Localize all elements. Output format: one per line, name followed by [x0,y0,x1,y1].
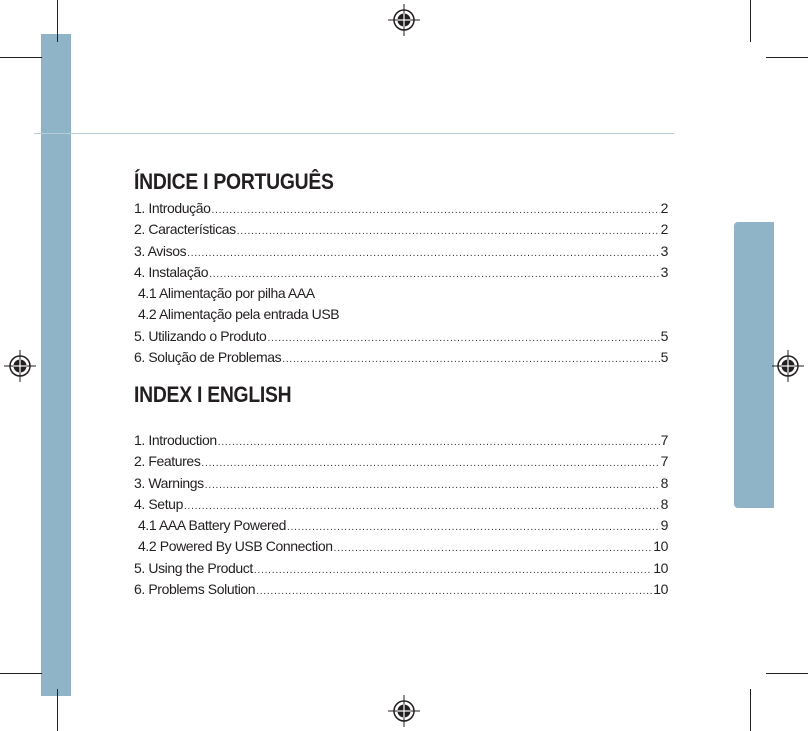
crop-mark [750,689,751,731]
header-rule [34,133,674,134]
toc-entry [134,451,668,472]
toc-entry-label: 4.2 Powered By USB Connection [138,538,333,555]
dot-leader [282,349,659,370]
toc-entry-page: 10 [653,559,668,576]
crop-mark [0,673,42,674]
toc-entry-page: 2 [660,200,668,216]
toc-entry-page: 8 [660,474,668,491]
toc-entry [134,430,668,451]
crop-mark [750,0,751,42]
registration-mark-icon [4,350,36,382]
toc-entry [134,347,668,368]
toc-entry-page: 10 [653,581,668,598]
toc-entry-page: 7 [660,453,668,470]
registration-mark-icon [388,4,420,36]
toc-entry-label: 2. Características [134,221,236,238]
toc-entry-label: 6. Solução de Problemas [134,349,282,366]
toc-entry [134,241,668,262]
dot-leader [254,560,652,581]
dot-leader [201,453,659,474]
toc-entry-page: 9 [660,517,668,534]
toc-list-english [134,430,668,600]
toc-entry-page: 3 [660,263,668,280]
toc-entry-page: 2 [660,221,668,238]
crop-mark [57,689,58,731]
dot-leader [218,432,660,453]
toc-entry [134,536,668,557]
toc-entry-page: 10 [653,538,668,555]
toc-entry-label: 5. Utilizando o Produto [134,327,267,344]
toc-entry-label: 3. Avisos [134,242,187,259]
toc-entry-page: 5 [660,327,668,344]
index-english [134,381,668,600]
index-portuguese [134,168,668,368]
dot-leader [287,517,660,538]
registration-mark-icon [388,695,420,727]
toc-entry-label: 5. Using the Product [134,559,253,576]
dot-leader [256,581,652,602]
crop-mark [57,0,58,42]
right-thumb-tab [734,222,774,508]
toc-entry [134,219,668,240]
dot-leader [187,243,659,264]
toc-entry [134,579,668,600]
toc-entry [134,558,668,579]
toc-entry [134,473,668,494]
toc-entry-label: 4. Setup [134,495,183,512]
crop-mark [766,673,808,674]
toc-entry-page: 7 [660,432,668,448]
toc-entry-label: 4.2 Alimentação pela entrada USB [138,306,340,323]
toc-entry [134,262,668,283]
toc-entry-label: 2. Features [134,453,201,470]
toc-entry [134,494,668,515]
toc-entry-label: 4. Instalação [134,263,209,280]
toc-entry-label: 1. Introduction [134,432,217,448]
toc-entry-label: 4.1 AAA Battery Powered [138,517,287,534]
crop-mark [766,57,808,58]
toc-list-portuguese [134,198,668,368]
toc-entry-label: 4.1 Alimentação por pilha AAA [138,285,315,302]
dot-leader [334,538,653,559]
dot-leader [184,496,660,517]
toc-entry-page: 5 [660,349,668,366]
dot-leader [205,475,660,496]
toc-entry-label: 3. Warnings [134,474,204,491]
toc-entry-page: 8 [660,495,668,512]
toc-entry [134,198,668,219]
dot-leader [212,200,660,221]
toc-entry-page: 3 [660,242,668,259]
toc-entry [134,304,668,325]
toc-entry [134,515,668,536]
dot-leader [209,264,659,285]
crop-mark [0,57,42,58]
index-heading-english: INDEX I ENGLISH [134,382,292,407]
registration-mark-icon [772,350,804,382]
index-heading-portuguese: ÍNDICE I PORTUGUÊS [134,169,334,194]
dot-leader [237,221,660,242]
toc-entry [134,326,668,347]
dot-leader [267,328,659,349]
toc-entry-label: 6. Problems Solution [134,581,256,598]
toc-entry-label: 1. Introdução [134,200,211,216]
toc-entry [134,283,668,304]
